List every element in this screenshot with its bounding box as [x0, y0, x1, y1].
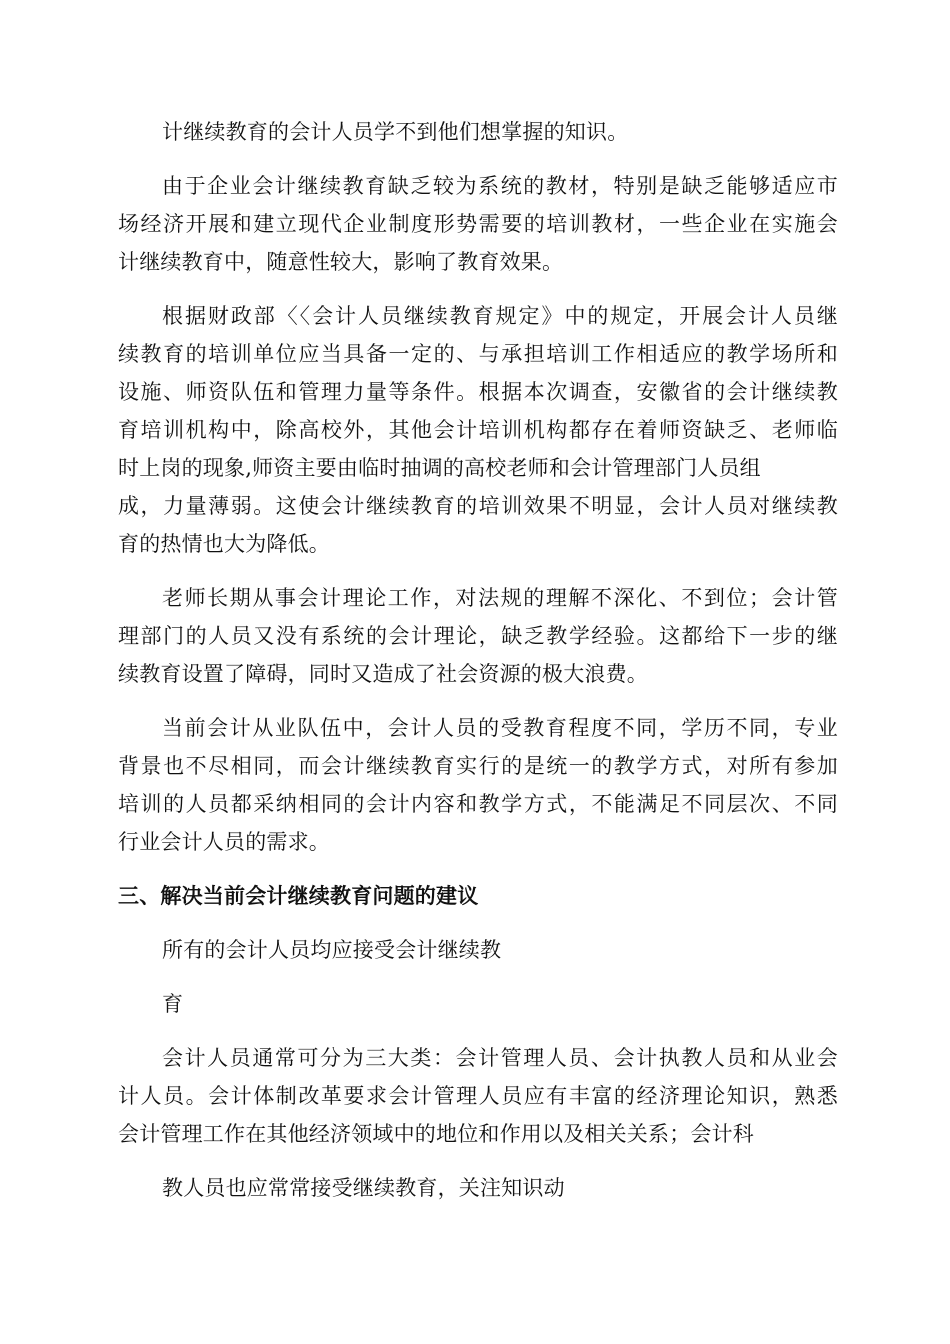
- paragraph-line: 育培训机构中，除高校外，其他会计培训机构都存在着师资缺乏、老师临: [118, 418, 838, 442]
- paragraph-line: 续教育设置了障碍，同时又造成了社会资源的极大浪费。: [118, 662, 648, 686]
- paragraph-line: 教人员也应常常接受继续教育，关注知识动: [162, 1176, 565, 1200]
- paragraph-line: 会计人员通常可分为三大类：会计管理人员、会计执教人员和从业会: [162, 1046, 838, 1070]
- paragraph-line: 行业会计人员的需求。: [118, 830, 330, 854]
- section-heading: 三、解决当前会计继续教育问题的建议: [118, 884, 479, 908]
- paragraph-line: 时上岗的现象,师资主要由临时抽调的高校老师和会计管理部门人员组: [118, 456, 761, 480]
- paragraph-line: 会计管理工作在其他经济领域中的地位和作用以及相关关系；会计科: [118, 1122, 754, 1146]
- paragraph-line: 计人员。会计体制改革要求会计管理人员应有丰富的经济理论知识，熟悉: [118, 1084, 838, 1108]
- paragraph-line: 背景也不尽相同，而会计继续教育实行的是统一的教学方式，对所有参加: [118, 754, 838, 778]
- paragraph-line: 续教育的培训单位应当具备一定的、与承担培训工作相适应的教学场所和: [118, 342, 838, 366]
- paragraph-line: 培训的人员都采纳相同的会计内容和教学方式，不能满足不同层次、不同: [118, 792, 838, 816]
- paragraph-line: 当前会计从业队伍中，会计人员的受教育程度不同，学历不同，专业: [162, 716, 838, 740]
- paragraph-line: 老师长期从事会计理论工作，对法规的理解不深化、不到位；会计管: [162, 586, 838, 610]
- paragraph-line: 场经济开展和建立现代企业制度形势需要的培训教材，一些企业在实施会: [118, 212, 838, 236]
- paragraph-line: 计继续教育中，随意性较大，影响了教育效果。: [118, 250, 564, 274]
- paragraph-line: 由于企业会计继续教育缺乏较为系统的教材，特别是缺乏能够适应市: [162, 174, 838, 198]
- paragraph-line: 成，力量薄弱。这使会计继续教育的培训效果不明显，会计人员对继续教: [118, 494, 838, 518]
- subheading-line: 所有的会计人员均应接受会计继续教: [162, 938, 502, 962]
- paragraph-line: 育的热情也大为降低。: [118, 532, 330, 556]
- paragraph-line: 计继续教育的会计人员学不到他们想掌握的知识。: [162, 120, 629, 144]
- paragraph-line: 设施、师资队伍和管理力量等条件。根据本次调查，安徽省的会计继续教: [118, 380, 838, 404]
- paragraph-line: 根据财政部〈〈会计人员继续教育规定》中的规定，开展会计人员继: [162, 304, 838, 328]
- paragraph-line: 理部门的人员又没有系统的会计理论，缺乏教学经验。这都给下一步的继: [118, 624, 838, 648]
- subheading-line: 育: [162, 992, 184, 1016]
